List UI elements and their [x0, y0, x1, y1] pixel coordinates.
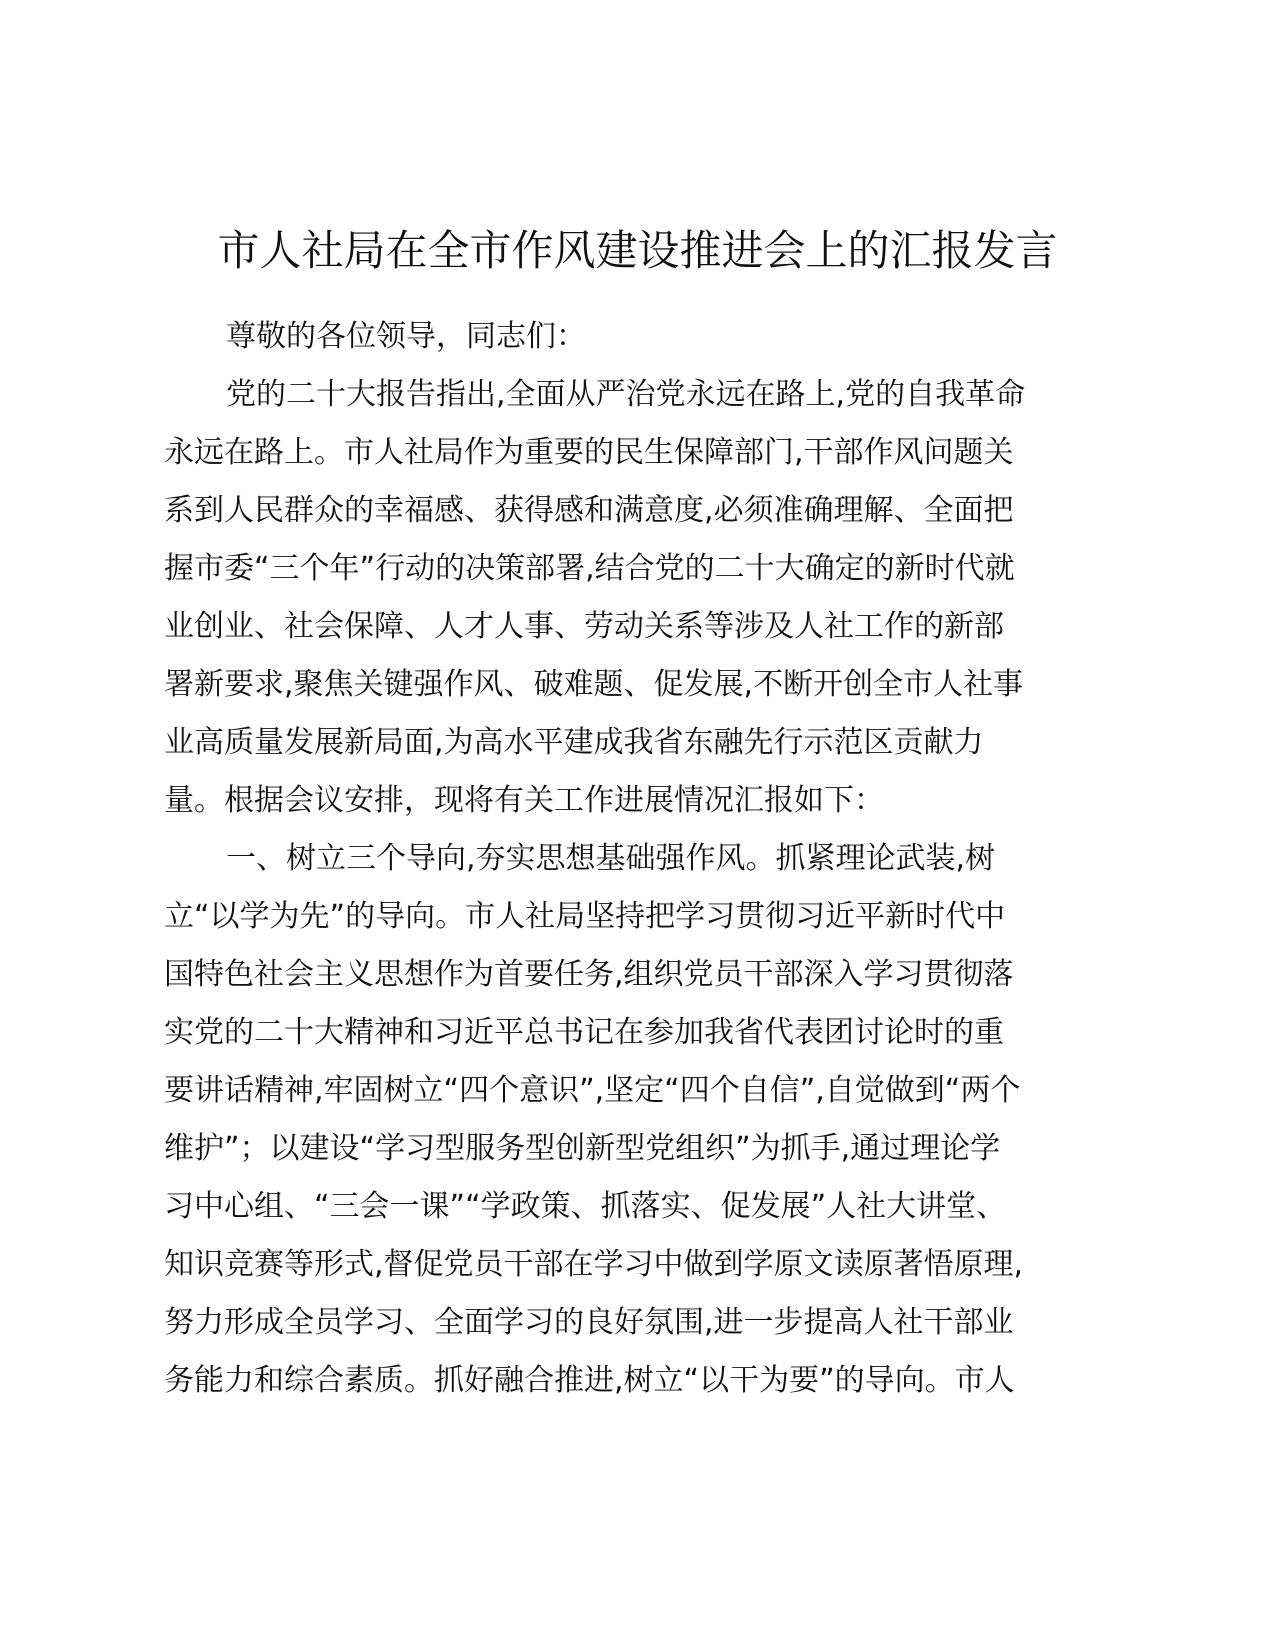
paragraph-line: 握市委“三个年”行动的决策部署,结合党的二十大确定的新时代就: [164, 551, 1015, 586]
paragraph-line: 系到人民群众的幸福感、获得感和满意度,必须准确理解、全面把: [164, 493, 1014, 528]
paragraph-line: 务能力和综合素质。抓好融合推进,树立“以干为要”的导向。市人: [164, 1363, 1015, 1398]
salutation-line: 尊敬的各位领导，同志们：: [226, 319, 586, 354]
paragraph-line: 业创业、社会保障、人才人事、劳动关系等涉及人社工作的新部: [164, 609, 1004, 644]
document-body: [164, 308, 1108, 1410]
paragraph-line: 知识竞赛等形式,督促党员干部在学习中做到学原文读原著悟原理,: [164, 1247, 1024, 1282]
paragraph-line: 量。根据会议安排，现将有关工作进展情况汇报如下：: [164, 783, 884, 818]
paragraph-line: 实党的二十大精神和习近平总书记在参加我省代表团讨论时的重: [164, 1015, 1004, 1050]
paragraph-line: 国特色社会主义思想作为首要任务,组织党员干部深入学习贯彻落: [164, 957, 1014, 992]
document-title: 市人社局在全市作风建设推进会上的汇报发言: [217, 226, 1058, 275]
paragraph-line: 立“以学为先”的导向。市人社局坚持把学习贯彻习近平新时代中: [164, 899, 1006, 934]
paragraph-line: 要讲话精神,牢固树立“四个意识”,坚定“四个自信”,自觉做到“两个: [164, 1073, 1021, 1108]
paragraph-line: 维护”；以建设“学习型服务型创新型党组织”为抓手,通过理论学: [164, 1131, 1001, 1166]
paragraph-line: 永远在路上。市人社局作为重要的民生保障部门,干部作风问题关: [164, 435, 1014, 470]
paragraph-line: 努力形成全员学习、全面学习的良好氛围,进一步提高人社干部业: [164, 1305, 1014, 1340]
paragraph-line: 署新要求,聚焦关键强作风、破难题、促发展,不断开创全市人社事: [164, 667, 1024, 702]
paragraph-line: 业高质量发展新局面,为高水平建成我省东融先行示范区贡献力: [164, 725, 984, 760]
paragraph-line: 党的二十大报告指出,全面从严治党永远在路上,党的自我革命: [226, 377, 1026, 412]
paragraph-line: 习中心组、“三会一课”“学政策、抓落实、促发展”人社大讲堂、: [164, 1189, 1007, 1224]
section-heading-line: 一、树立三个导向,夯实思想基础强作风。抓紧理论武装,树: [226, 841, 996, 876]
